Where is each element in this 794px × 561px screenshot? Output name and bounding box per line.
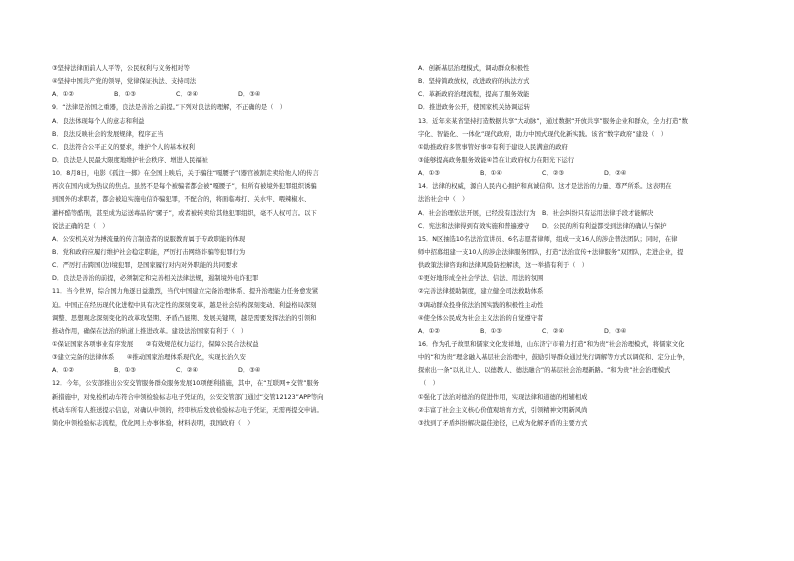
answer-choices-q11 xyxy=(52,364,388,377)
choices-ab: A．社会治理依法开展，已经没有违法行为 B．社会纠纷只有运用法律手段才能解决 xyxy=(418,209,654,217)
question-stem: 新措施中，对免检机动车符合申领检验标志电子凭证的，公安交管部门通过“交管12123”APP等向 xyxy=(52,393,324,401)
answer-choices-q8 xyxy=(52,88,388,101)
question-stem: 师中招募组建一支10人的涉企法律服务团队，打造“法治宣传+法律服务”双团队，走进企业，提 xyxy=(418,248,684,256)
question-stem: 法治社会中（ ） xyxy=(418,196,469,204)
question-stem: 再次在国内成为热议的焦点。虽然不是每个被骗者都会被“嘎腰子”，但所有被境外犯罪组织诱骗 xyxy=(52,183,317,191)
choice-c: C．革新政府治理流程，提高了服务效能 xyxy=(418,91,530,99)
choice-d: D．②④ xyxy=(604,170,627,178)
choice-a: A．①② xyxy=(418,327,440,335)
question-11 xyxy=(52,285,388,377)
option-line: ③建立完备的法律体系 ④推动国家治理体系现代化，实现长治久安 xyxy=(52,354,246,362)
option-line: ④坚持中国共产党的领导，党律保证执法、支持司法 xyxy=(52,78,197,86)
question-stem: 中的“和为贵”理念融入基层社会治理中，鼓励引导群众通过先行调解等方式以调促和、定分止争， xyxy=(418,354,689,362)
question-stem: 迫。中国正在经历现代化进程中具有决定性的深刻变革，越是社会结构深刻变动、利益格局深刻 xyxy=(52,301,317,309)
choice-a: A．①③ xyxy=(418,170,440,178)
question-13 xyxy=(418,115,754,181)
option-line: ②完善法律援助制度，建立健全司法救助体系 xyxy=(418,288,544,296)
question-12 xyxy=(52,377,388,430)
option-line: ③调动群众投身依法治国实践的积极性主动性 xyxy=(418,301,544,309)
choice-a: A．①② xyxy=(52,91,74,99)
choice-a: A．良法体现每个人的意志和利益 xyxy=(52,117,145,125)
question-10 xyxy=(52,167,388,285)
choices-cd: C．宪法和法律得到有效实施和普遍遵守 D．公民的所有利益都受到法律的确认与保护 xyxy=(418,222,667,230)
question-16 xyxy=(418,338,754,430)
choice-d: D．③④ xyxy=(604,327,627,335)
left-column xyxy=(52,62,388,561)
option-line: ①保证国家各项事业有序发展 ②有效规范权力运行，保障公民合法权益 xyxy=(52,340,259,348)
choice-d: D．推进政务公开，使国家机关协调运转 xyxy=(418,104,530,112)
question-stem: 16．作为孔子故里和儒家文化发祥地，山东济宁市着力打造“和为贵”社会治理模式，将儒家文化 xyxy=(418,340,685,348)
question-9 xyxy=(52,101,388,167)
answer-choices-q13 xyxy=(418,167,754,180)
choice-c: C．②④ xyxy=(176,91,198,99)
question-stem: 灌杯酷等酷刑，甚至成为运送毒品的“骡子”，或者被转卖给其他犯罪组织，毫不人权可言。以下 xyxy=(52,209,317,217)
question-15 xyxy=(418,233,754,338)
choice-c: C．严厉打击跨国(边)境犯罪，是国家履行对内对外职能的共同要求 xyxy=(52,262,238,270)
question-stem: 说法正确的是（ ） xyxy=(52,222,109,230)
question-12-options xyxy=(418,62,754,115)
question-stem: 到国外的求职者，都会被迫实施电信诈骗犯罪，不配合的，将面临毒打、关水牢、喂辣椒水、 xyxy=(52,196,311,204)
question-14 xyxy=(418,180,754,233)
choice-c: C．②④ xyxy=(176,367,198,375)
question-stem: 14．法律的权威，源自人民内心拥护和真诚信仰。这才是法治的力量、尊严所系。这表明在 xyxy=(418,183,672,191)
question-stem: 9．“法律是治国之重器，良法是善治之前提。”下列对良法的理解，不正确的是（ ） xyxy=(52,104,287,112)
choice-a: A．公安机关对为搏流量的传言制造者的说服教育属于专政职能的体现 xyxy=(52,235,246,243)
choice-c: C．②④ xyxy=(542,327,564,335)
option-line: ①强化了法治对德治的促进作用，实现法律和道德的相辅相成 xyxy=(418,393,588,401)
choice-b: B．①③ xyxy=(480,327,502,335)
option-line: ①助推政府多管事管好事②有利于建设人民满意的政府 xyxy=(418,143,568,151)
option-line: ③能够提高政务服务效能④旨在让政府权力在阳光下运行 xyxy=(418,156,575,164)
option-line: ④使全体公民成为社会主义法治的自觉遵守者 xyxy=(418,314,544,322)
choice-b: B．党和政府应履行维护社会稳定职能，严厉打击网络诈骗等犯罪行为 xyxy=(52,248,246,256)
question-stem: （ ） xyxy=(420,380,439,388)
question-stem: 11．当今世界，综合国力角逐日益激烈，当代中国建立完备治理体系、提升治理能力任务愈发紧 xyxy=(52,288,319,296)
question-stem: 机动车所有人推送提示信息，对确认申领的，经审核后发放检验标志电子凭证，无需再提交申请。 xyxy=(52,406,323,414)
question-stem: 简化申领检验标志流程，优化网上办事体验，材料表明，我国政府（ ） xyxy=(52,419,254,427)
choice-b: B．坚持简政放权，改进政府的执法方式 xyxy=(418,78,530,86)
choice-b: B．①③ xyxy=(114,91,136,99)
question-stem: 13．近年来某省坚持打造数据共享“大动脉”，通过数据“开放共享”服务企业和群众，全力打造“数 xyxy=(418,117,688,125)
choice-d: D．③④ xyxy=(238,367,261,375)
choice-b: B．①③ xyxy=(114,367,136,375)
choice-c: C．②③ xyxy=(542,170,564,178)
choice-a: A．①② xyxy=(52,367,74,375)
choice-d: D．良法是人民最大限度地维护社会秩序、增进人民福祉 xyxy=(52,156,208,164)
choice-c: C．良法符合公平正义的要求，维护个人的基本权利 xyxy=(52,143,195,151)
answer-choices-q15 xyxy=(418,325,754,338)
option-line: ③坚持法律面前人人平等，公民权利与义务相对等 xyxy=(52,65,190,72)
question-stem: 探索出一条“以礼让人、以德教人、德法融合”的基层社会治理新路。“和为贵”社会治理模式 xyxy=(418,367,671,375)
choice-d: D．③④ xyxy=(238,91,261,99)
option-line: ②丰富了社会主义核心价值观培育方式，引领精神文明新风尚 xyxy=(418,406,588,414)
right-column xyxy=(418,62,754,561)
question-stem: 供政策法律咨询和法律风险防控解读，这一举措有利于（ ） xyxy=(418,262,589,270)
question-stem: 10．8月8日，电影《孤注一掷》在全国上映后，关于骗往“嘎腰子”(器官被割走卖给他人)的传言 xyxy=(52,170,319,178)
choice-b: B．良法反映社会的发展规律，程序正当 xyxy=(52,130,164,138)
question-stem: 15．N区抽选10名法治宣讲员、6名志愿者律师，组成一支16人的涉企普法团队；同时，在律 xyxy=(418,235,678,243)
choice-d: D．良法是善治的前提，必须制定和完善相关法律法规，遏制境外电诈犯罪 xyxy=(52,275,259,283)
question-stem: 12．今年，公安部推出公安交管服务群众服务发展10项便利措施，其中，在“互联网+交管”服务 xyxy=(52,380,320,388)
question-stem: 调整、思想观念深刻变化的改革攻坚期、矛盾凸显期、发展关键期，越是需要发挥法治的引领和 xyxy=(52,314,317,322)
choice-b: B．①④ xyxy=(480,170,502,178)
question-stem: 推动作用，确保在法治的轨道上推进改革。建设法治国家有利于（ ） xyxy=(52,327,248,335)
option-line: ③找到了矛盾纠纷解决最佳途径，已成为化解矛盾的主要方式 xyxy=(418,419,588,427)
question-stem: 字化、智能化、一体化”现代政府，助力中国式现代化新实践。该省“数字政府”建设（ ） xyxy=(418,130,668,138)
option-line: ①更好地形成全社会学法、信法、用法的氛围 xyxy=(418,275,544,283)
choice-a: A．创新基层治理模式，调动群众积极性 xyxy=(418,65,530,72)
